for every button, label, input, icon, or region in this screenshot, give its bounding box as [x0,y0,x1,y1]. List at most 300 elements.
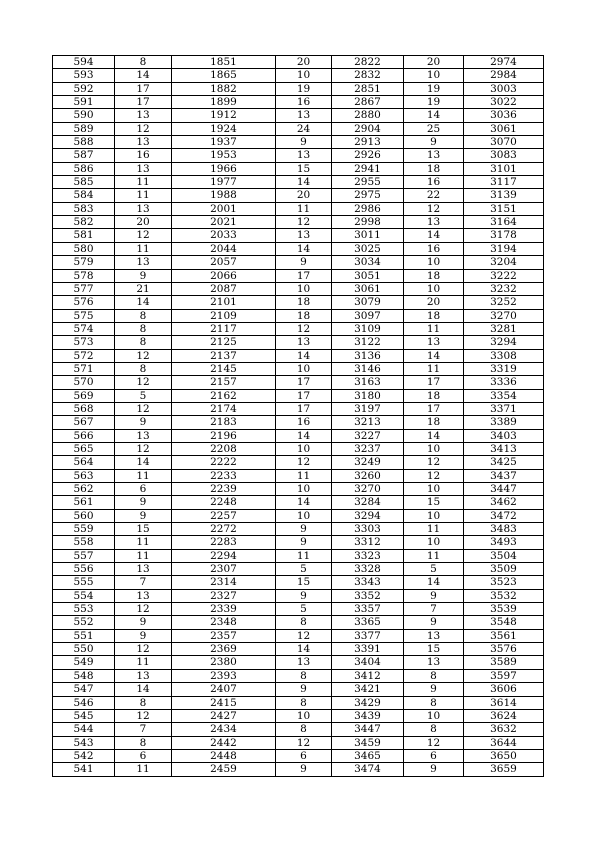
cell-count-2: 9 [276,536,332,549]
cell-cumulative-3: 3336 [464,376,544,389]
cell-count-2: 16 [276,416,332,429]
cell-cumulative-2: 3404 [332,656,404,669]
cell-count-3: 19 [404,82,464,95]
cell-score: 570 [53,376,115,389]
cell-cumulative-2: 3323 [332,549,404,562]
table-row [53,603,544,616]
cell-count-2: 17 [276,402,332,415]
cell-cumulative-3: 3413 [464,442,544,455]
cell-cumulative-1: 2044 [172,242,276,255]
table-row [53,696,544,709]
cell-cumulative-1: 2145 [172,362,276,375]
cell-score: 559 [53,523,115,536]
cell-count-3: 15 [404,496,464,509]
cell-count-3: 18 [404,269,464,282]
table-row [53,336,544,349]
table-row [53,656,544,669]
cell-cumulative-1: 2393 [172,669,276,682]
cell-cumulative-1: 2137 [172,349,276,362]
cell-count-3: 18 [404,416,464,429]
cell-score: 554 [53,589,115,602]
cell-cumulative-1: 1899 [172,96,276,109]
table-row [53,563,544,576]
cell-count-3: 10 [404,536,464,549]
cell-cumulative-2: 3294 [332,509,404,522]
cell-cumulative-2: 3213 [332,416,404,429]
cell-cumulative-3: 2984 [464,69,544,82]
cell-cumulative-3: 3270 [464,309,544,322]
cell-count-1: 11 [115,536,172,549]
cell-count-2: 12 [276,736,332,749]
cell-count-1: 7 [115,723,172,736]
cell-score: 543 [53,736,115,749]
cell-count-3: 9 [404,683,464,696]
cell-score: 567 [53,416,115,429]
cell-cumulative-2: 3377 [332,629,404,642]
cell-count-1: 11 [115,242,172,255]
cell-cumulative-3: 3425 [464,456,544,469]
table-row [53,389,544,402]
cell-score: 585 [53,176,115,189]
cell-cumulative-2: 3122 [332,336,404,349]
table-row [53,109,544,122]
cell-count-3: 14 [404,109,464,122]
cell-cumulative-1: 1937 [172,136,276,149]
cell-count-2: 15 [276,576,332,589]
cell-cumulative-2: 3312 [332,536,404,549]
table-row [53,256,544,269]
cell-score: 584 [53,189,115,202]
cell-count-1: 12 [115,603,172,616]
cell-count-1: 12 [115,709,172,722]
cell-count-2: 10 [276,362,332,375]
cell-cumulative-1: 2057 [172,256,276,269]
cell-cumulative-1: 2101 [172,296,276,309]
cell-cumulative-2: 3061 [332,282,404,295]
cell-cumulative-2: 2998 [332,216,404,229]
cell-cumulative-1: 2442 [172,736,276,749]
cell-cumulative-2: 3391 [332,643,404,656]
cell-score: 590 [53,109,115,122]
cell-count-3: 9 [404,616,464,629]
table-row [53,736,544,749]
cell-cumulative-3: 3003 [464,82,544,95]
cell-count-1: 8 [115,56,172,69]
cell-cumulative-3: 3389 [464,416,544,429]
cell-count-2: 9 [276,136,332,149]
cell-cumulative-2: 3352 [332,589,404,602]
cell-cumulative-2: 3011 [332,229,404,242]
cell-cumulative-2: 2926 [332,149,404,162]
table-body [53,56,544,777]
cell-count-1: 11 [115,469,172,482]
table-row [53,576,544,589]
cell-cumulative-1: 2415 [172,696,276,709]
table-row [53,442,544,455]
cell-cumulative-2: 3270 [332,483,404,496]
table-row [53,376,544,389]
table-row [53,683,544,696]
cell-count-3: 11 [404,322,464,335]
cell-count-3: 14 [404,349,464,362]
cell-count-3: 6 [404,749,464,762]
table-row [53,509,544,522]
cell-cumulative-3: 3354 [464,389,544,402]
cell-cumulative-1: 2109 [172,309,276,322]
table-row [53,136,544,149]
cell-count-2: 9 [276,589,332,602]
cell-count-2: 17 [276,269,332,282]
cell-count-2: 9 [276,256,332,269]
cell-count-1: 12 [115,122,172,135]
cell-cumulative-1: 1953 [172,149,276,162]
cell-count-3: 13 [404,656,464,669]
cell-cumulative-3: 3650 [464,749,544,762]
cell-cumulative-1: 1988 [172,189,276,202]
cell-count-2: 13 [276,336,332,349]
cell-cumulative-1: 2117 [172,322,276,335]
cell-cumulative-3: 3447 [464,483,544,496]
cell-score: 587 [53,149,115,162]
cell-cumulative-2: 2880 [332,109,404,122]
table-row [53,56,544,69]
cell-count-3: 11 [404,549,464,562]
cell-count-1: 13 [115,429,172,442]
cell-cumulative-2: 2851 [332,82,404,95]
cell-count-2: 17 [276,376,332,389]
cell-cumulative-2: 3421 [332,683,404,696]
cell-cumulative-3: 3083 [464,149,544,162]
cell-count-3: 12 [404,736,464,749]
cell-count-1: 9 [115,416,172,429]
cell-count-3: 13 [404,216,464,229]
cell-count-3: 18 [404,389,464,402]
cell-score: 560 [53,509,115,522]
table-row [53,296,544,309]
cell-cumulative-1: 2327 [172,589,276,602]
cell-cumulative-1: 2248 [172,496,276,509]
cell-count-2: 11 [276,469,332,482]
cell-cumulative-3: 3117 [464,176,544,189]
cell-score: 568 [53,402,115,415]
cell-count-1: 9 [115,269,172,282]
cell-count-1: 12 [115,376,172,389]
cell-count-1: 7 [115,576,172,589]
cell-cumulative-2: 3328 [332,563,404,576]
cell-score: 564 [53,456,115,469]
cell-count-1: 16 [115,149,172,162]
table-row [53,616,544,629]
cell-cumulative-3: 3194 [464,242,544,255]
cell-cumulative-1: 2239 [172,483,276,496]
cell-count-3: 5 [404,563,464,576]
cell-cumulative-3: 3252 [464,296,544,309]
cell-score: 558 [53,536,115,549]
cell-score: 581 [53,229,115,242]
cell-count-3: 9 [404,763,464,776]
cell-cumulative-3: 3597 [464,669,544,682]
cell-count-1: 6 [115,749,172,762]
table-row [53,242,544,255]
cell-cumulative-1: 2407 [172,683,276,696]
cell-cumulative-3: 3539 [464,603,544,616]
cell-count-3: 7 [404,603,464,616]
table-row [53,709,544,722]
cell-cumulative-1: 2283 [172,536,276,549]
cell-count-1: 13 [115,162,172,175]
cell-score: 569 [53,389,115,402]
cell-cumulative-2: 3097 [332,309,404,322]
cell-count-2: 15 [276,162,332,175]
cell-cumulative-3: 3403 [464,429,544,442]
cell-score: 574 [53,322,115,335]
cell-count-2: 5 [276,603,332,616]
cell-cumulative-1: 2087 [172,282,276,295]
cell-count-3: 10 [404,709,464,722]
cell-cumulative-3: 3308 [464,349,544,362]
cell-count-1: 8 [115,696,172,709]
table-row [53,189,544,202]
cell-cumulative-1: 2222 [172,456,276,469]
cell-cumulative-3: 3070 [464,136,544,149]
cell-cumulative-2: 3260 [332,469,404,482]
cell-count-2: 13 [276,229,332,242]
table-row [53,309,544,322]
table-row [53,763,544,776]
cell-cumulative-1: 1912 [172,109,276,122]
table-row [53,269,544,282]
cell-count-2: 24 [276,122,332,135]
cell-cumulative-3: 3509 [464,563,544,576]
cell-score: 547 [53,683,115,696]
table-row [53,669,544,682]
cell-cumulative-2: 2867 [332,96,404,109]
cell-count-2: 13 [276,656,332,669]
cell-count-2: 9 [276,523,332,536]
cell-count-3: 10 [404,69,464,82]
cell-count-1: 12 [115,402,172,415]
cell-cumulative-2: 3136 [332,349,404,362]
cell-cumulative-3: 3151 [464,202,544,215]
cell-cumulative-1: 2125 [172,336,276,349]
cell-count-2: 10 [276,69,332,82]
cell-count-1: 17 [115,82,172,95]
cell-cumulative-1: 2257 [172,509,276,522]
cell-count-1: 5 [115,389,172,402]
cell-count-1: 13 [115,589,172,602]
cell-count-2: 14 [276,429,332,442]
table-row [53,416,544,429]
cell-score: 566 [53,429,115,442]
table-row [53,349,544,362]
table-row [53,456,544,469]
cell-cumulative-2: 2941 [332,162,404,175]
cell-cumulative-1: 1865 [172,69,276,82]
cell-count-3: 11 [404,362,464,375]
cell-cumulative-1: 1977 [172,176,276,189]
cell-cumulative-3: 3659 [464,763,544,776]
cell-count-1: 11 [115,549,172,562]
table-row [53,362,544,375]
cell-count-2: 10 [276,442,332,455]
cell-count-1: 14 [115,296,172,309]
table-row [53,629,544,642]
cell-cumulative-1: 2001 [172,202,276,215]
cell-score: 582 [53,216,115,229]
cell-count-2: 8 [276,696,332,709]
cell-cumulative-1: 2066 [172,269,276,282]
cell-cumulative-2: 3412 [332,669,404,682]
cell-score: 551 [53,629,115,642]
cell-cumulative-2: 3303 [332,523,404,536]
cell-cumulative-2: 3465 [332,749,404,762]
cell-cumulative-2: 2832 [332,69,404,82]
cell-count-1: 15 [115,523,172,536]
cell-count-2: 9 [276,763,332,776]
cell-score: 550 [53,643,115,656]
cell-count-1: 20 [115,216,172,229]
cell-count-2: 10 [276,483,332,496]
cell-cumulative-3: 3644 [464,736,544,749]
cell-count-2: 14 [276,349,332,362]
cell-cumulative-3: 3204 [464,256,544,269]
cell-cumulative-2: 3439 [332,709,404,722]
cell-cumulative-1: 2162 [172,389,276,402]
cell-count-1: 12 [115,643,172,656]
cell-score: 565 [53,442,115,455]
cell-cumulative-3: 3576 [464,643,544,656]
cell-count-3: 8 [404,723,464,736]
cell-cumulative-1: 2380 [172,656,276,669]
score-table [52,55,544,777]
cell-count-3: 10 [404,509,464,522]
table-row [53,282,544,295]
cell-count-1: 11 [115,763,172,776]
table-row [53,549,544,562]
cell-score: 580 [53,242,115,255]
cell-count-3: 16 [404,242,464,255]
table-row [53,229,544,242]
cell-count-2: 6 [276,749,332,762]
cell-cumulative-1: 2307 [172,563,276,576]
cell-count-3: 10 [404,483,464,496]
cell-cumulative-1: 2448 [172,749,276,762]
cell-cumulative-2: 2955 [332,176,404,189]
cell-count-2: 11 [276,549,332,562]
cell-cumulative-3: 3493 [464,536,544,549]
cell-score: 588 [53,136,115,149]
cell-cumulative-1: 2272 [172,523,276,536]
cell-count-3: 25 [404,122,464,135]
cell-score: 552 [53,616,115,629]
cell-cumulative-1: 2434 [172,723,276,736]
table-row [53,82,544,95]
cell-count-2: 14 [276,496,332,509]
cell-cumulative-3: 3437 [464,469,544,482]
cell-count-1: 13 [115,256,172,269]
cell-count-3: 9 [404,589,464,602]
cell-score: 586 [53,162,115,175]
cell-count-3: 10 [404,442,464,455]
cell-count-2: 12 [276,456,332,469]
cell-score: 546 [53,696,115,709]
cell-score: 577 [53,282,115,295]
table-row [53,723,544,736]
cell-count-1: 9 [115,496,172,509]
cell-cumulative-3: 3164 [464,216,544,229]
cell-score: 575 [53,309,115,322]
cell-score: 589 [53,122,115,135]
cell-cumulative-1: 2174 [172,402,276,415]
cell-count-2: 20 [276,56,332,69]
cell-count-1: 17 [115,96,172,109]
cell-count-2: 14 [276,176,332,189]
cell-cumulative-3: 3178 [464,229,544,242]
cell-count-2: 20 [276,189,332,202]
cell-count-3: 9 [404,136,464,149]
cell-cumulative-3: 3036 [464,109,544,122]
cell-count-2: 18 [276,309,332,322]
table-row [53,69,544,82]
cell-score: 555 [53,576,115,589]
cell-cumulative-1: 2294 [172,549,276,562]
cell-count-2: 14 [276,242,332,255]
cell-count-3: 22 [404,189,464,202]
cell-cumulative-3: 2974 [464,56,544,69]
cell-count-1: 12 [115,349,172,362]
cell-count-2: 17 [276,389,332,402]
table-row [53,496,544,509]
table-row [53,96,544,109]
cell-cumulative-2: 3357 [332,603,404,616]
cell-cumulative-2: 3227 [332,429,404,442]
table-row [53,202,544,215]
cell-cumulative-2: 2822 [332,56,404,69]
cell-count-3: 8 [404,696,464,709]
cell-score: 563 [53,469,115,482]
cell-count-2: 18 [276,296,332,309]
cell-count-3: 15 [404,643,464,656]
cell-count-1: 8 [115,362,172,375]
cell-cumulative-3: 3532 [464,589,544,602]
table-row [53,122,544,135]
cell-cumulative-1: 1966 [172,162,276,175]
cell-count-1: 14 [115,69,172,82]
cell-cumulative-1: 2033 [172,229,276,242]
cell-cumulative-2: 3163 [332,376,404,389]
cell-count-2: 12 [276,216,332,229]
table-row [53,523,544,536]
cell-cumulative-3: 3632 [464,723,544,736]
cell-count-1: 14 [115,683,172,696]
cell-cumulative-2: 3459 [332,736,404,749]
cell-count-3: 10 [404,256,464,269]
cell-count-1: 13 [115,109,172,122]
cell-count-2: 11 [276,202,332,215]
cell-cumulative-1: 2183 [172,416,276,429]
cell-count-3: 17 [404,402,464,415]
table-row [53,216,544,229]
cell-score: 578 [53,269,115,282]
cell-count-3: 19 [404,96,464,109]
cell-score: 544 [53,723,115,736]
cell-count-3: 14 [404,429,464,442]
cell-cumulative-2: 3180 [332,389,404,402]
cell-cumulative-1: 2357 [172,629,276,642]
table-row [53,589,544,602]
cell-cumulative-2: 2986 [332,202,404,215]
table-row [53,162,544,175]
